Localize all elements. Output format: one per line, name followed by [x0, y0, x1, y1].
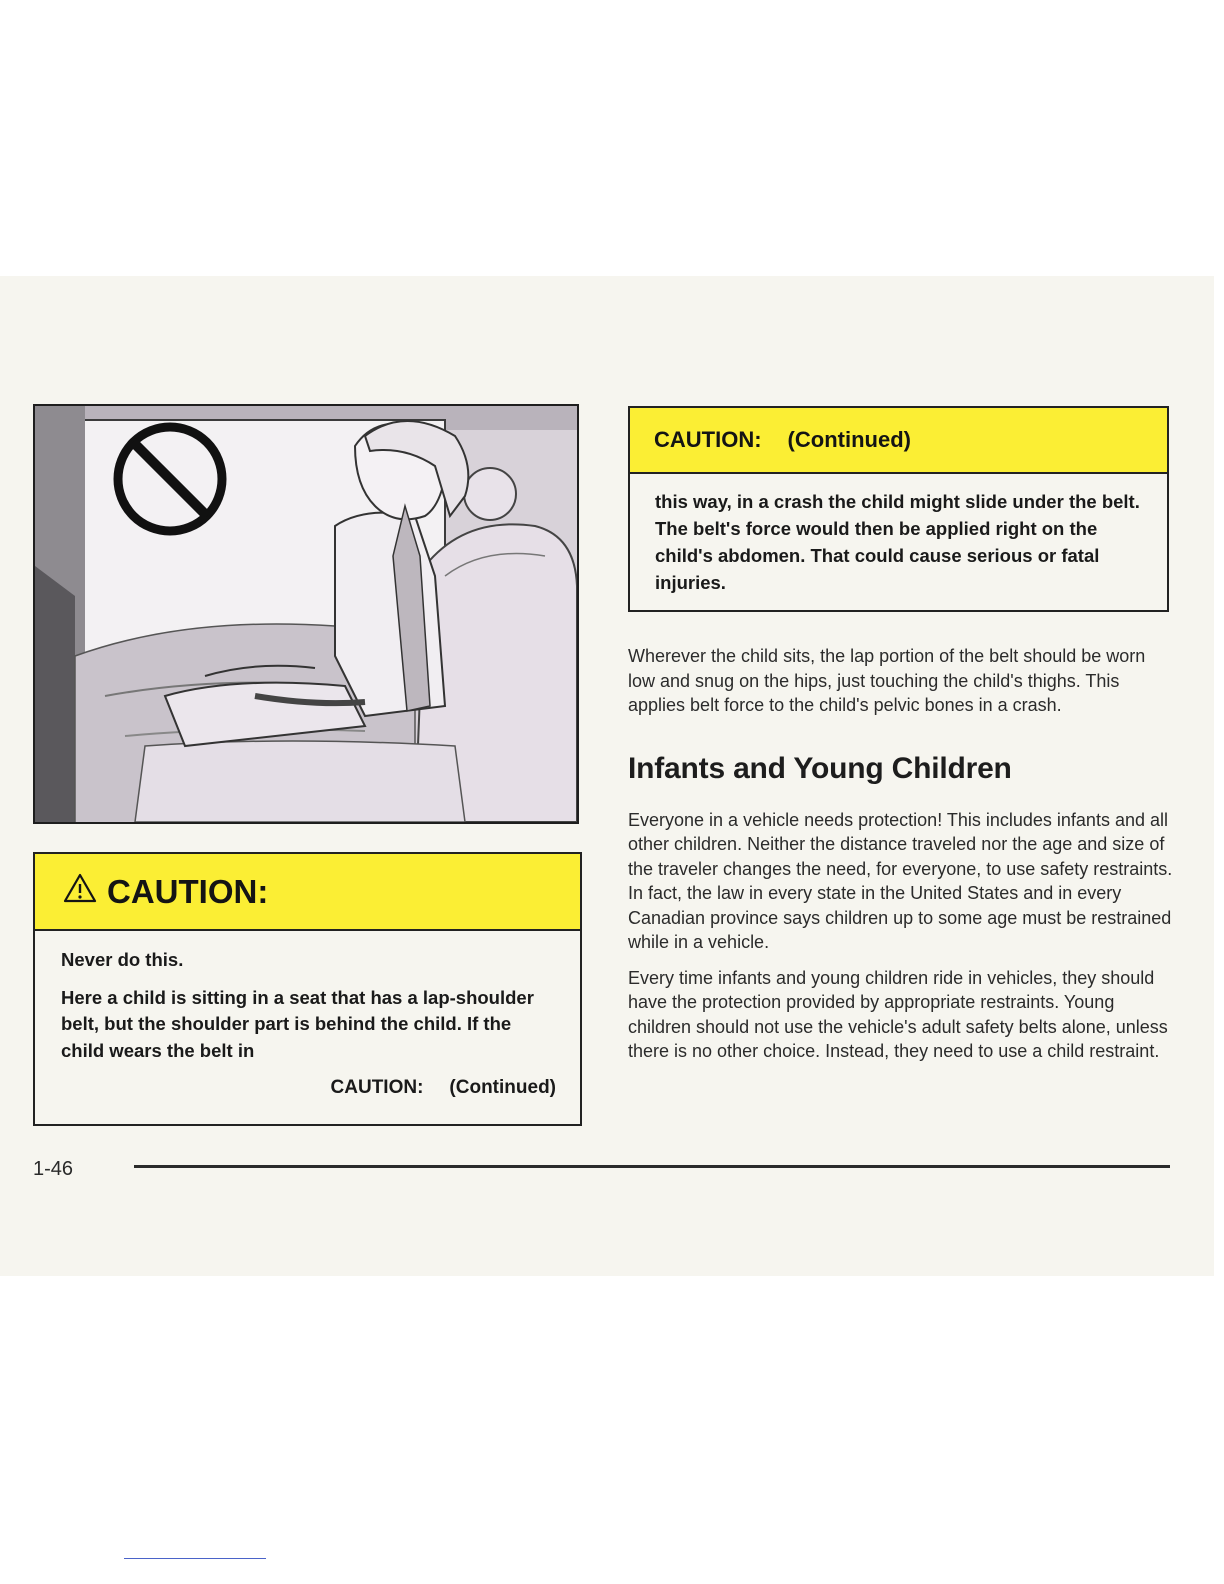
- illustration-child-shoulder-belt-behind-back: [33, 404, 579, 824]
- caution-text-explanation: Here a child is sitting in a seat that has a lap-shoulder belt, but the shoulder part is behind the child. If the child wears the belt in: [61, 986, 534, 1061]
- caution-continued-label: CAUTION:: [654, 427, 762, 452]
- section-paragraph-2: Every time infants and young children ride in vehicles, they should have the protection provided by appropriate restraints. Young children should not use the vehicle's adult safety belts alone, unless there is no other choice. Instead, they need to use a child restraint.: [628, 967, 1168, 1061]
- section-paragraph-1: Everyone in a vehicle needs protection! This includes infants and all other children. Neither the distance traveled nor the age and size of the traveler changes the need, for everyone, to use safety restraints. In fact, the law in every state in the United States and in every Canadian province says children up to some age must be restrained while in a vehicle.: [628, 809, 1173, 952]
- caution-continued-text: this way, in a crash the child might slide under the belt. The belt's force would then be applied right on the child's abdomen. That could cause serious or fatal injuries.: [655, 491, 1140, 593]
- right-column-text: [628, 644, 1173, 1064]
- caution-continued-footer: [61, 1075, 556, 1102]
- page-number: 1-46: [33, 1158, 74, 1180]
- bottom-link-underline: [124, 1558, 266, 1559]
- lap-belt-paragraph: Wherever the child sits, the lap portion of the belt should be worn low and snug on the hips, just touching the child's thighs. This applies belt force to the child's pelvic bones in a crash.: [628, 646, 1146, 715]
- section-heading: Infants and Young Children: [628, 751, 1012, 785]
- caution-continued-header: [630, 408, 1167, 474]
- caution-continued-word: (Continued): [787, 427, 911, 452]
- caution-text-never: Never do this.: [61, 949, 184, 970]
- caution-header: [35, 854, 580, 931]
- caution-body: [35, 931, 580, 1102]
- footer-rule: [134, 1165, 1170, 1168]
- caution-box-never-do-this: [33, 852, 582, 1126]
- caution-continued-body: [630, 474, 1167, 596]
- continued-word: (Continued): [449, 1077, 556, 1098]
- illustration-drawing: [35, 406, 577, 822]
- continued-label: CAUTION:: [330, 1077, 424, 1098]
- caution-box-continued: [628, 406, 1169, 612]
- warning-triangle-icon: [63, 873, 97, 911]
- caution-title: CAUTION:: [107, 872, 269, 910]
